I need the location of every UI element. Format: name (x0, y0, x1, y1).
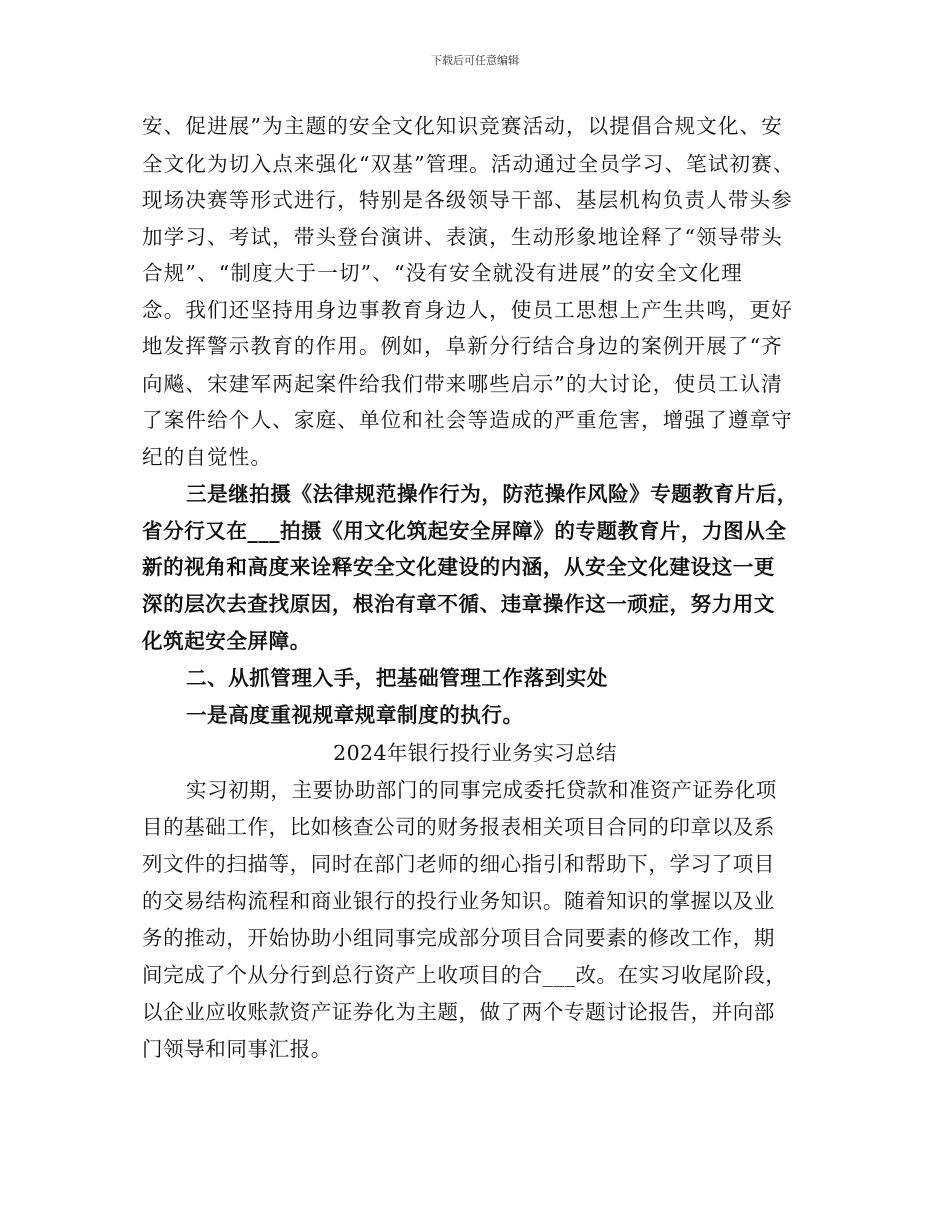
bold-paragraph-line: 省分行又在___拍摄《用文化筑起安全屏障》的专题教育片，力图从全 (142, 519, 787, 543)
paragraph-line: 全文化为切入点来强化“双基”管理。活动通过全员学习、笔试初赛、 (142, 152, 795, 176)
paragraph-line: 向飚、宋建军两起案件给我们带来哪些启示”的大讨论，使员工认清 (142, 372, 783, 396)
paragraph-line: 加学习、考试，带头登台演讲、表演，生动形象地诠释了“领导带头 (142, 225, 783, 249)
paragraph-line: 门领导和同事汇报。 (142, 1037, 332, 1061)
paragraph-line: 了案件给个人、家庭、单位和社会等造成的严重危害，增强了遵章守 (142, 408, 793, 432)
paragraph-line: 列文件的扫描等，同时在部门老师的细心指引和帮助下，学习了项目 (142, 852, 775, 876)
paragraph-line: 目的基础工作，比如核查公司的财务报表相关项目合同的印章以及系 (142, 815, 775, 839)
bold-paragraph-line: 深的层次去查找原因，根治有章不循、违章操作这一顽症，努力用文 (142, 592, 775, 616)
section-heading: 二、从抓管理入手，把基础管理工作落到实处 (186, 666, 608, 690)
bold-paragraph-line: 新的视角和高度来诠释安全文化建设的内涵，从安全文化建设这一更 (142, 555, 775, 579)
paragraph-line: 务的推动，开始协助小组同事完成部分项目合同要素的修改工作，期 (142, 926, 775, 950)
document-title: 2024年银行投行业务实习总结 (333, 741, 617, 765)
paragraph-line: 合规”、“制度大于一切”、“没有安全就没有进展”的安全文化理 (142, 261, 743, 285)
paragraph-line: 纪的自觉性。 (142, 445, 273, 469)
paragraph-line: 以企业应收账款资产证券化为主题，做了两个专题讨论报告，并向部 (142, 1000, 775, 1024)
paragraph-line: 间完成了个从分行到总行资产上收项目的合___改。在实习收尾阶段， (142, 963, 787, 987)
subsection-heading: 一是高度重视规章规章制度的执行。 (186, 703, 524, 727)
page-header: 下载后可任意编辑 (431, 54, 519, 67)
paragraph-line: 安、促进展”为主题的安全文化知识竞赛活动，以提倡合规文化、安 (142, 114, 783, 138)
bold-paragraph-line: 化筑起安全屏障。 (142, 629, 311, 653)
paragraph-line: 实习初期，主要协助部门的同事完成委托贷款和准资产证券化项 (186, 778, 777, 802)
paragraph-line: 地发挥警示教育的作用。例如，阜新分行结合身边的案例开展了“齐 (142, 334, 783, 358)
paragraph-line: 现场决赛等形式进行，特别是各级领导干部、基层机构负责人带头参 (142, 188, 793, 212)
bold-paragraph-line: 三是继拍摄《法律规范操作行为，防范操作风险》专题教育片后， (186, 482, 798, 506)
paragraph-line: 的交易结构流程和商业银行的投行业务知识。随着知识的掌握以及业 (142, 889, 775, 913)
paragraph-line: 念。我们还坚持用身边事教育身边人，使员工思想上产生共鸣，更好 (142, 298, 793, 322)
